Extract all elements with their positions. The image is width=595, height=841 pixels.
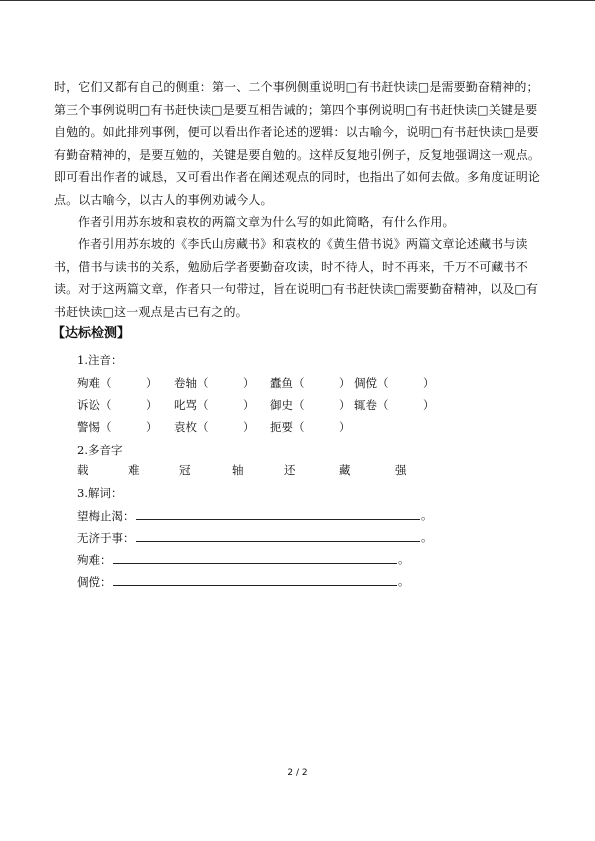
analysis-answer: 作者引用苏东坡的《李氏山房藏书》和袁枚的《黄生借书说》两篇文章论述藏书与读书，借书与读书的关系，勉励后学者要勤奋攻读，时不待人，时不再来，千万不可藏书不读。对于这两篇文章，作者只一句带过，旨在说明□有书赶快读□需要勤奋精神，以及□有书赶快读□这一观点是古已有之的。 [54, 237, 539, 319]
analysis-text-1: 时，它们又都有自己的侧重：第一、二个事例侧重说明□有书赶快读□是需要勤奋精神的；第三个事例说明□有书赶快读□是要互相告诫的；第四个事例说明□有书赶快读□关键是要自勉的。如此排列事例，便可以看出作者论述的逻辑：以古喻今，说明□有书赶快读□是要有勤奋精神的，是要互勉的，关键是要自勉的。这样反复地引例子，反复地强调这一观点。即可看出作者的诚恳，又可看出作者在阐述观点的同时，也指出了如何去做。多角度证明论点。以古喻今，以古人的事例劝诫今人。 [54, 80, 541, 207]
definition-row [77, 574, 112, 590]
end-mark: 。 [398, 552, 410, 566]
end-mark: 。 [421, 530, 433, 544]
definition-row [77, 552, 112, 568]
pinyin-item: 殉难（ ） [77, 376, 158, 390]
polyphone-char: 强 [395, 463, 407, 477]
definition-row [77, 508, 135, 524]
term-label: 无济于事： [77, 531, 135, 545]
polyphone-char: 还 [284, 463, 296, 477]
polyphone-char: 轴 [232, 463, 244, 477]
analysis-paragraph-3 [54, 233, 541, 323]
term-label: 殉难： [77, 553, 112, 567]
end-mark: 。 [398, 574, 410, 588]
pinyin-item: 卷轴（ ） [174, 376, 255, 390]
analysis-paragraph-1 [54, 76, 541, 212]
term-label: 倜傥： [77, 575, 112, 589]
answer-line[interactable] [136, 519, 420, 520]
polyphone-char: 冠 [179, 463, 191, 477]
pinyin-item: 扼要（ ） [270, 420, 351, 434]
pinyin-item: 袁枚（ ） [174, 420, 255, 434]
q3-title: 3.解词： [77, 486, 123, 500]
answer-line[interactable] [136, 541, 420, 542]
answer-line[interactable] [113, 563, 397, 564]
end-mark: 。 [421, 508, 433, 522]
pinyin-item: 御史（ ） [270, 398, 351, 412]
pinyin-item: 叱骂（ ） [174, 398, 255, 412]
polyphone-char: 藏 [339, 463, 351, 477]
page-number: 2 / 2 [287, 768, 308, 778]
definition-row [77, 530, 135, 546]
pinyin-item: 辄卷（ ） [354, 398, 435, 412]
analysis-question: 作者引用苏东坡和袁枚的两篇文章为什么写的如此简略，有什么作用。 [78, 215, 455, 229]
pinyin-item: 诉讼（ ） [77, 398, 158, 412]
section-heading: 【达标检测】 [52, 326, 131, 341]
pinyin-item: 蠹鱼（ ） [270, 376, 351, 390]
term-label: 望梅止渴： [77, 509, 135, 523]
polyphone-char: 载 [77, 463, 89, 477]
polyphone-char: 难 [128, 463, 140, 477]
q2-title: 2.多音字 [77, 443, 123, 457]
q1-title: 1.注音： [77, 353, 123, 367]
answer-line[interactable] [113, 585, 397, 586]
analysis-paragraph-2 [54, 211, 541, 234]
pinyin-item: 倜傥（ ） [354, 376, 435, 390]
pinyin-item: 警惕（ ） [77, 420, 158, 434]
